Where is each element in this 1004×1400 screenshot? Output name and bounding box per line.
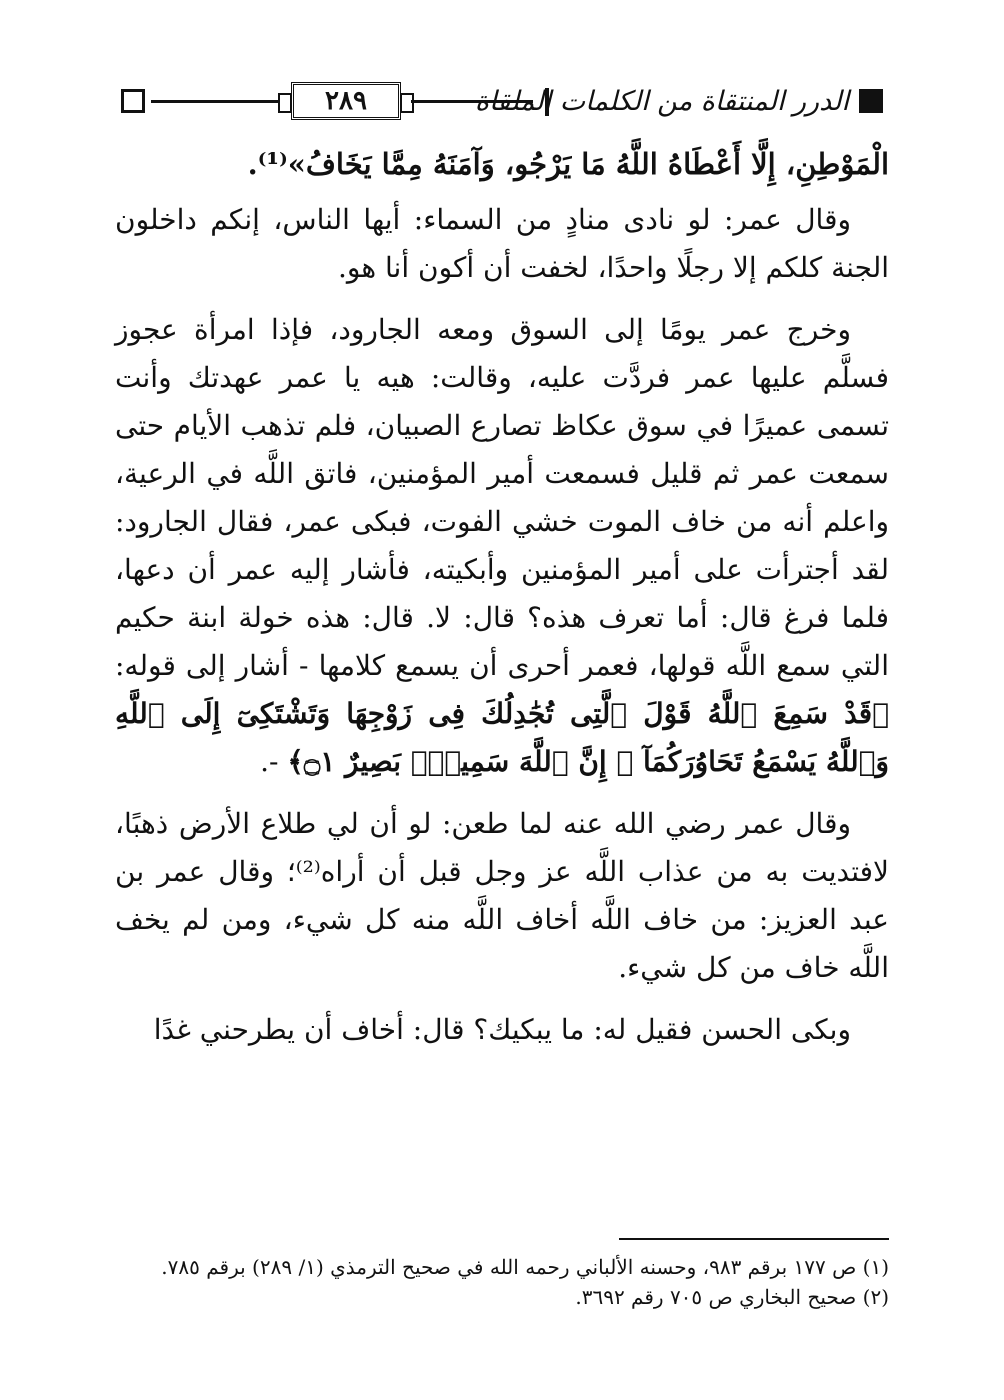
header-rule-left bbox=[151, 100, 281, 103]
quote-line: الْمَوْطِنِ، إِلَّا أَعْطَاهُ اللَّهُ مَا يَرْجُو، وَآمَنَهُ مِمَّا يَخَافُ»⁽¹⁾. bbox=[247, 147, 889, 181]
paragraph-old-woman-text: وخرج عمر يومًا إلى السوق ومعه الجارود، فإذا امرأة عجوز فسلَّم عليها عمر فردَّت عليه، وقالت: هيه يا عمر عهدتك وأنت تسمى عميرًا في سوق عكاظ تصارع الصبيان، فلم تذهب الأيام حتى سمعت عمر ثم قليل فسمعت أمير المؤمنين، فاتق اللَّه في الرعية، واعلم أنه من خاف الموت خشي الفوت، فبكى عمر، فقال الجارود: لقد أجترأت على أمير المؤمنين وأبكيته، فأشار إليه عمر أن دعها، فلما فرغ قال: أما تعرف هذه؟ قال: لا. قال: هذه خولة ابنة حكيم التي سمع اللَّه قولها، فعمر أحرى أن يسمع كلامها - أشار إلى قوله: bbox=[115, 313, 889, 682]
book-title: الدرر المنتقاة من الكلمات الملقاة bbox=[474, 86, 849, 117]
footnote-1: (١) ص ١٧٧ برقم ٩٨٣، وحسنه الألباني رحمه الله في صحيح الترمذي (١/ ٢٨٩) برقم ٧٨٥. bbox=[161, 1255, 889, 1279]
paragraph-hasan-weeping: وبكى الحسن فقيل له: ما يبكيك؟ قال: أخاف أن يطرحني غدًا bbox=[153, 1013, 851, 1046]
quran-verse: ﴿قَدْ سَمِعَ ٱللَّهُ قَوْلَ ٱلَّتِى تُجَٰدِلُكَ فِى زَوْجِهَا وَتَشْتَكِىٓ إِلَى ٱللَّهِ وَٱللَّهُ يَسْمَعُ تَحَاوُرَكُمَآ ۚ إِنَّ ٱللَّهَ سَمِيعٌۢ بَصِيرٌ ۝١﴾ bbox=[115, 697, 889, 778]
page-header bbox=[115, 80, 889, 124]
footnote-rule bbox=[619, 1238, 889, 1240]
footnote-2: (٢) صحيح البخاري ص ٧٠٥ رقم ٣٦٩٢. bbox=[575, 1285, 889, 1309]
paragraph-umar-call: وقال عمر: لو نادى منادٍ من السماء: أيها الناس، إنكم داخلون الجنة كلكم إلا رجلًا واحدًا، لخفت أن أكون أنا هو. bbox=[115, 203, 889, 284]
paragraph-umar-stabbed: وقال عمر رضي الله عنه لما طعن: لو أن لي طلاع الأرض ذهبًا، لافتديت به من عذاب اللَّه عز وجل قبل أن أراه⁽²⁾؛ وقال عمر بن عبد العزيز: من خاف اللَّه أخاف اللَّه منه كل شيء، ومن لم يخف اللَّه خاف من كل شيء. bbox=[115, 807, 889, 984]
paragraph-old-woman bbox=[115, 306, 889, 786]
page-number: ٢٨٩ bbox=[291, 82, 401, 120]
verse-tail: -. bbox=[260, 745, 288, 778]
header-ornament-solid-square bbox=[859, 89, 883, 113]
page-body bbox=[115, 140, 889, 1054]
header-ornament-outline-square bbox=[121, 89, 145, 113]
footnotes bbox=[115, 1238, 889, 1312]
